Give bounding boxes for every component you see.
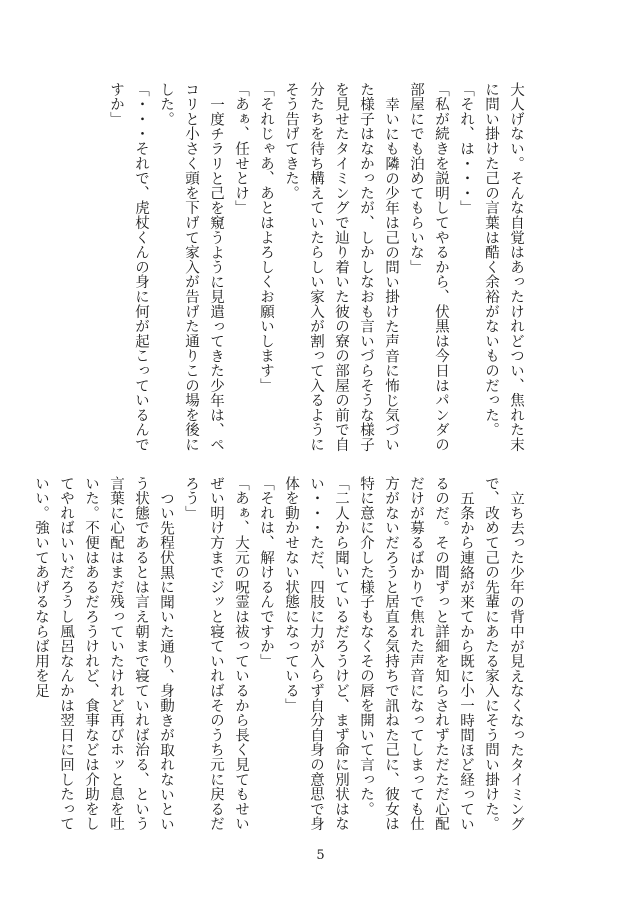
dialogue-line: 「あぁ、大元の呪霊は祓っているから長く見てもせいぜい明け方までジッと寝ていればそのうち元に戻るだろう」	[183, 476, 249, 832]
dialogue-line: 「それ、は・・・」	[458, 82, 474, 216]
dialogue-line: 「私が続きを説明してやるから、伏黒は今日はパンダの部屋にでも泊めてもらいな」	[408, 82, 449, 452]
lower-text-block	[33, 476, 528, 836]
dialogue-line: 「二人から聞いているだろうけど、まず命に別状はない・・・ただ、四肢に力が入らず自分自身の意思で身体を動かせない状態になっている」	[283, 476, 349, 832]
paragraph: 一度チラリと己を窺うように見遣ってきた少年は、ペコリと小さく頭を下げて家入が告げた通りこの場を後にした。	[158, 82, 224, 452]
paragraph: 大人げない。そんな自覚はあったけれどつい、焦れた末に問い掛けた己の言葉は酷く余裕がないものだった。	[483, 82, 524, 452]
page-number: 5	[316, 848, 325, 863]
dialogue-line: 「それじゃあ、あとはよろしくお願いします」	[258, 82, 274, 393]
paragraph: 五条から連絡が来てから既に小一時間ほど経っているのだ。その間ずっと詳細を知らされずただただ心配だけが募るばかりで焦れた声音になってしまっても仕方がないだろうと居直る気持ちで訊ねた己に、彼女は特に意に介した様子もなくその唇を開いて言った。	[358, 476, 474, 832]
paragraph: 幸いにも隣の少年は己の問い掛けた声音に怖じ気づいた様子はなかったが、しかしなおも言いづらそうな様子を見せたタイミングで辿り着いた彼の寮の部屋の前で自分たちを待ち構えていたらしい家入が割って入るようにそう告げてきた。	[283, 82, 399, 452]
paragraph: つい先程伏黒に聞いた通り、身動きが取れないという状態であるとは言え朝まで寝ていれば治る、という言葉に心配はまだ残っていたけれど再びホッと息を吐いた。不便はあるだろうけれど、食事などは介助をしてやればいいだろうし風呂なんかは翌日に回したっていい。強いてあげるならば用を足	[33, 476, 174, 832]
dialogue-line: 「・・・それで、虎杖くんの身に何が起こっているんですか」	[108, 82, 149, 452]
upper-text-block	[90, 82, 528, 454]
dialogue-line: 「あぁ、任せとけ」	[233, 82, 249, 216]
paragraph: 立ち去った少年の背中が見えなくなったタイミングで、改めて己の先輩にあたる家入にそう問い掛けた。	[483, 476, 524, 832]
dialogue-line: 「それは、解けるんですか」	[258, 476, 274, 669]
